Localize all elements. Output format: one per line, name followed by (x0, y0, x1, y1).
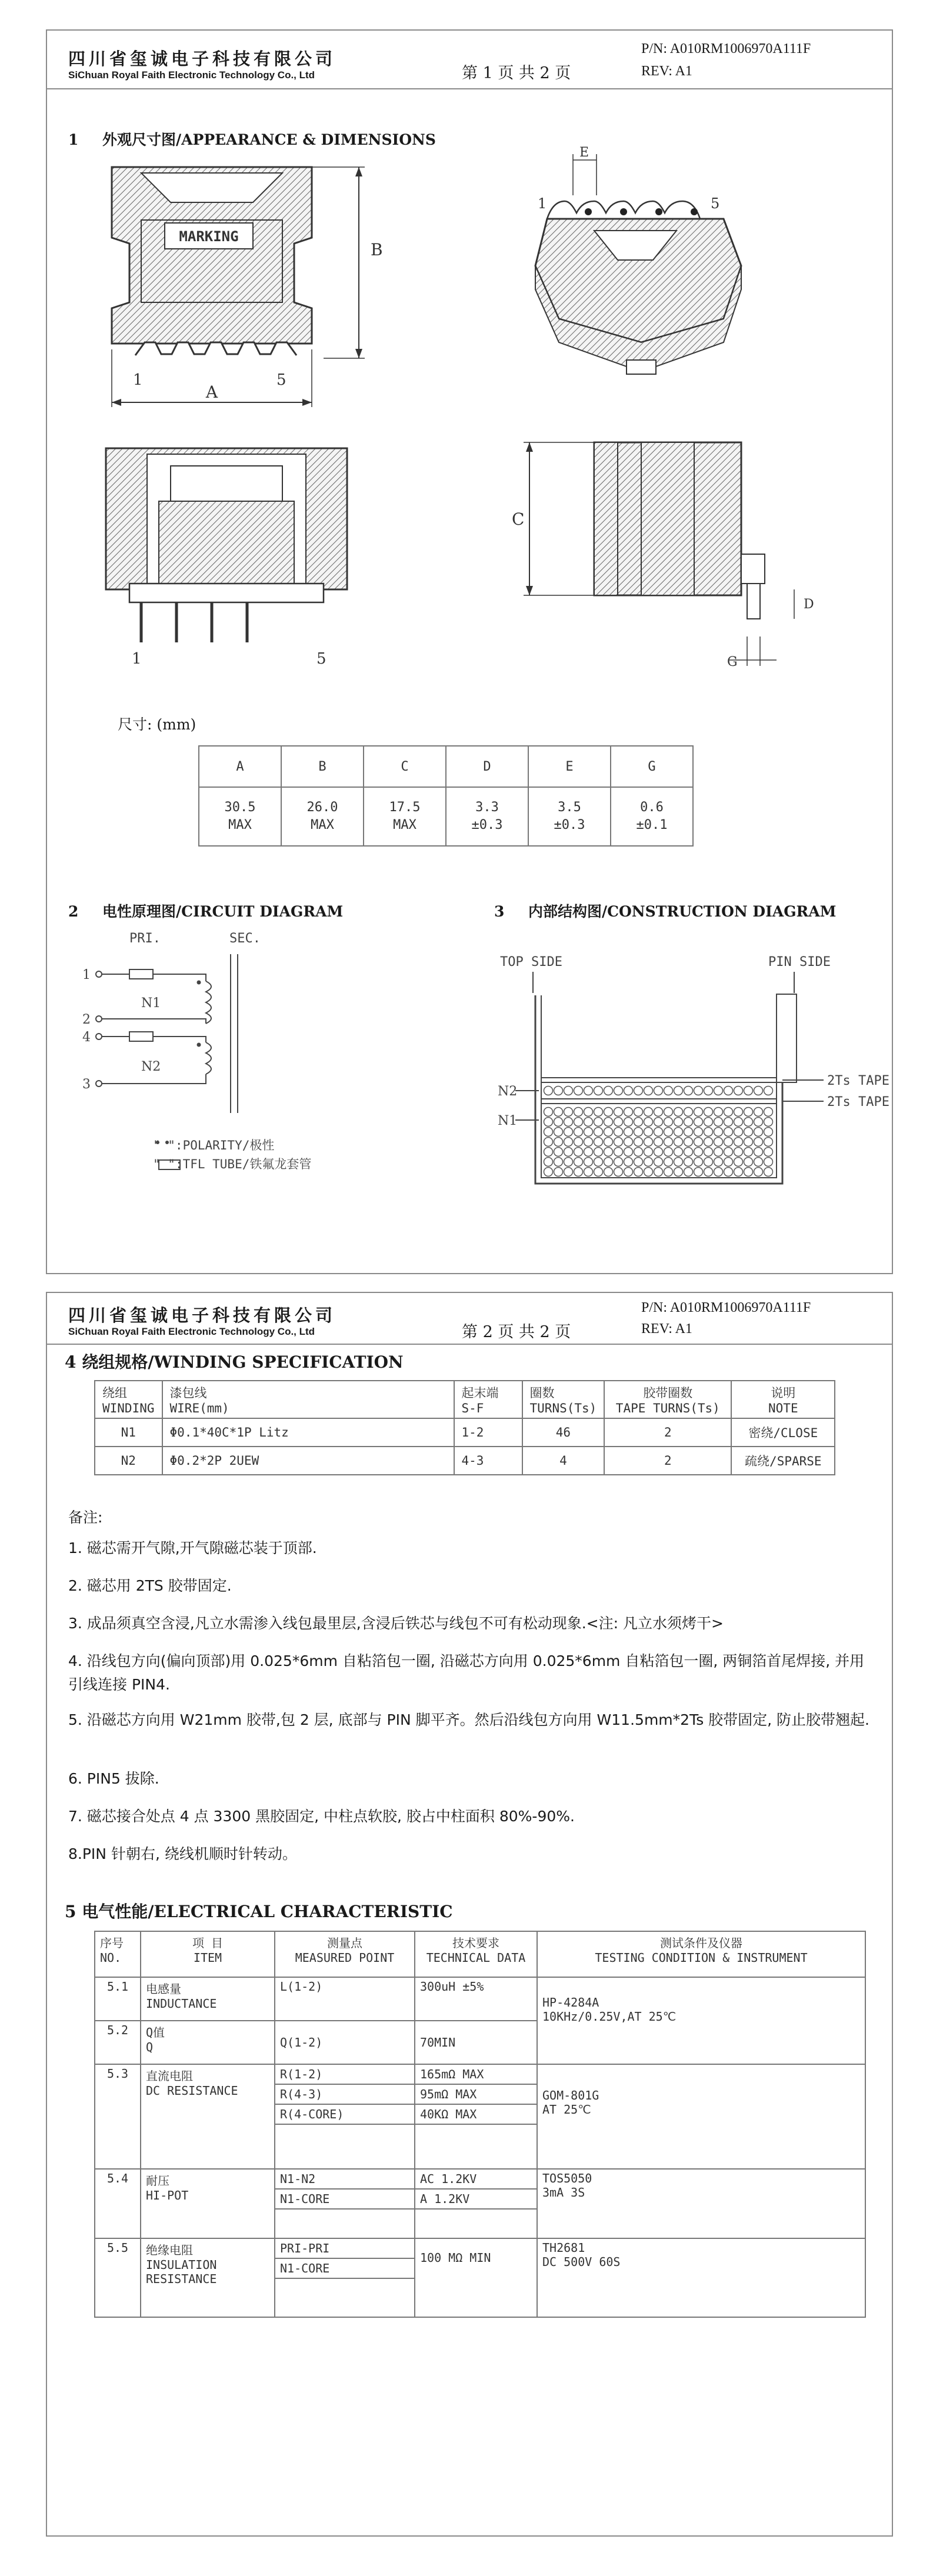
winding-turn (694, 1128, 703, 1137)
section-2-heading: 2 电性原理图/CIRCUIT DIAGRAM (68, 903, 344, 920)
page-number: 第 1 页 共 2 页 (462, 64, 571, 82)
winding-turn (744, 1108, 753, 1117)
pri-label: PRI. (129, 931, 161, 946)
winding-turn (644, 1138, 653, 1147)
winding-turn (674, 1087, 683, 1095)
winding-turn (684, 1128, 693, 1137)
winding-turn (634, 1158, 643, 1167)
winding-turn (614, 1108, 623, 1117)
dim-a-label: A (205, 382, 218, 402)
section-4-heading: 4 绕组规格/WINDING SPECIFICATION (65, 1352, 404, 1372)
winding-turn (704, 1138, 713, 1147)
side-pin-5-label: 5 (316, 650, 326, 668)
winding-turn (734, 1168, 743, 1177)
winding-turn (724, 1138, 733, 1147)
winding-turn (554, 1108, 563, 1117)
table-row: 5.3 直流电阻 DC RESISTANCE R(1-2) R(4-3) R(4-CORE) 165mΩ MAX 95mΩ MAX 40KΩ MAX GOM-801G AT 25℃ (95, 2064, 865, 2169)
winding-turn (604, 1148, 613, 1157)
winding-turn (734, 1148, 743, 1157)
winding-turn (544, 1128, 553, 1137)
tape-label-2: 2Ts TAPE (827, 1095, 889, 1109)
winding-turn (644, 1108, 653, 1117)
page-header (47, 1293, 892, 1345)
winding-turn (694, 1087, 703, 1095)
winding-turn (674, 1158, 683, 1167)
winding-turn (724, 1128, 733, 1137)
dim-value-b: 26.0 MAX (281, 787, 364, 846)
winding-turn (684, 1168, 693, 1177)
winding-turn (644, 1168, 653, 1177)
section-5-heading: 5 电气性能/ELECTRICAL CHARACTERISTIC (65, 1902, 453, 1921)
winding-turn (564, 1138, 573, 1147)
dim-value-e: 3.5 ±0.3 (528, 787, 611, 846)
winding-turn (584, 1087, 593, 1095)
polarity-legend: " ":POLARITY/极性 (153, 1138, 275, 1152)
winding-turn (744, 1158, 753, 1167)
winding-turn (594, 1158, 603, 1167)
dim-e-label: E (579, 145, 589, 160)
winding-turn (664, 1108, 673, 1117)
page-2 (46, 1292, 893, 2537)
winding-turn (694, 1158, 703, 1167)
winding-turn (754, 1168, 763, 1177)
winding-turn (634, 1138, 643, 1147)
winding-turn (554, 1168, 563, 1177)
winding-turn (664, 1118, 673, 1127)
winding-turn (554, 1128, 563, 1137)
winding-turn (754, 1118, 763, 1127)
dim-b-label: B (371, 240, 383, 259)
winding-turn (704, 1148, 713, 1157)
winding-turn (584, 1138, 593, 1147)
winding-table: 绕组 WINDING 漆包线 WIRE(mm) 起末端 S-F 圈数 TURNS(Ts) 胶带圈数 TAPE TURNS(Ts) 说明 NOTE N1 Φ0.1*40C*1P Litz 1-2 46 2 密绕/CLOSE N2 Φ0.2*2P 2UEW 4-3 4 2 疏绕/SPARSE (94, 1380, 835, 1475)
winding-turn (694, 1118, 703, 1127)
end-view-drawing (506, 419, 835, 689)
winding-turn (724, 1108, 733, 1117)
winding-turn (574, 1168, 583, 1177)
winding-turn (744, 1148, 753, 1157)
winding-turn (744, 1118, 753, 1127)
iso-pin-1-label: 1 (538, 195, 547, 212)
winding-turn (554, 1138, 563, 1147)
winding-turn (714, 1108, 723, 1117)
table-row: 5.5 绝缘电阻 INSULATION RESISTANCE PRI-PRI N1-CORE 100 MΩ MIN TH2681 DC 500V 60S (95, 2238, 865, 2317)
winding-turn (714, 1138, 723, 1147)
circuit-diagram (71, 925, 482, 1189)
winding-turn (564, 1118, 573, 1127)
page-header (47, 31, 892, 89)
winding-turn (724, 1168, 733, 1177)
winding-turn (644, 1118, 653, 1127)
note-item: 2. 磁芯用 2TS 胶带固定. (68, 1577, 232, 1594)
winding-turn (604, 1128, 613, 1137)
n1-winding-turns (544, 1108, 773, 1177)
pin-5-label: 5 (276, 371, 286, 389)
dimension-table (198, 745, 694, 847)
winding-turn (654, 1138, 663, 1147)
winding-turn (564, 1168, 573, 1177)
circuit-pin-4: 4 (82, 1030, 91, 1045)
company-name-en: SiChuan Royal Faith Electronic Technology Co., Ltd (68, 69, 315, 81)
winding-turn (574, 1138, 583, 1147)
winding-turn (764, 1108, 773, 1117)
note-item: 6. PIN5 拔除. (68, 1770, 159, 1787)
page-1 (46, 29, 893, 1274)
winding-turn (564, 1158, 573, 1167)
notes-title: 备注: (68, 1509, 103, 1526)
winding-turn (574, 1087, 583, 1095)
winding-turn (684, 1148, 693, 1157)
winding-turn (734, 1158, 743, 1167)
winding-turn (694, 1168, 703, 1177)
winding-turn (734, 1108, 743, 1117)
pin-1-label: 1 (133, 371, 143, 389)
circuit-pin-3: 3 (82, 1077, 91, 1092)
winding-turn (674, 1148, 683, 1157)
winding-turn (584, 1118, 593, 1127)
winding-turn (594, 1108, 603, 1117)
winding-turn (574, 1128, 583, 1137)
winding-turn (764, 1138, 773, 1147)
table-row: 5.4 耐压 HI-POT N1-N2 N1-CORE AC 1.2KV A 1.2KV TOS5050 3mA 3S (95, 2169, 865, 2238)
winding-turn (544, 1158, 553, 1167)
winding-turn (564, 1108, 573, 1117)
note-item: 8.PIN 针朝右, 绕线机顺时针转动。 (68, 1845, 297, 1862)
winding-turn (764, 1168, 773, 1177)
winding-turn (684, 1118, 693, 1127)
dim-value-a: 30.5 MAX (199, 787, 281, 846)
winding-turn (674, 1168, 683, 1177)
page-number: 第 2 页 共 2 页 (462, 1323, 571, 1341)
winding-turn (604, 1108, 613, 1117)
winding-turn (584, 1108, 593, 1117)
section-title: 外观尺寸图/APPEARANCE & DIMENSIONS (102, 131, 436, 148)
note-item: 1. 磁芯需开气隙,开气隙磁芯装于顶部. (68, 1539, 317, 1557)
winding-turn (714, 1128, 723, 1137)
section-1-heading (68, 128, 436, 149)
winding-turn (634, 1148, 643, 1157)
winding-turn (684, 1108, 693, 1117)
winding-turn (734, 1128, 743, 1137)
winding-turn (634, 1128, 643, 1137)
winding-turn (754, 1148, 763, 1157)
winding-turn (604, 1087, 613, 1095)
dim-value-g: 0.6 ±0.1 (611, 787, 693, 846)
winding-turn (544, 1138, 553, 1147)
pin-side-label: PIN SIDE (768, 955, 831, 969)
winding-turn (644, 1148, 653, 1157)
winding-turn (724, 1118, 733, 1127)
winding-turn (744, 1087, 753, 1095)
winding-turn (684, 1158, 693, 1167)
winding-turn (584, 1168, 593, 1177)
winding-turn (614, 1118, 623, 1127)
winding-turn (554, 1118, 563, 1127)
winding-turn (674, 1118, 683, 1127)
winding-turn (694, 1138, 703, 1147)
circuit-pin-2: 2 (82, 1012, 91, 1027)
winding-turn (744, 1168, 753, 1177)
winding-turn (634, 1108, 643, 1117)
winding-turn (624, 1128, 633, 1137)
winding-turn (564, 1087, 573, 1095)
winding-turn (544, 1108, 553, 1117)
winding-turn (614, 1138, 623, 1147)
winding-turn (704, 1087, 713, 1095)
dim-header-e: E (528, 746, 611, 787)
winding-turn (664, 1158, 673, 1167)
winding-turn (604, 1138, 613, 1147)
winding-turn (744, 1128, 753, 1137)
winding-turn (754, 1128, 763, 1137)
winding-turn (544, 1148, 553, 1157)
winding-turn (574, 1158, 583, 1167)
winding-turn (604, 1158, 613, 1167)
winding-turn (764, 1118, 773, 1127)
marking-label: MARKING (179, 228, 239, 245)
sec-label: SEC. (229, 931, 261, 946)
winding-turn (544, 1118, 553, 1127)
winding-turn (694, 1148, 703, 1157)
winding-turn (554, 1087, 563, 1095)
winding-turn (684, 1138, 693, 1147)
winding-turn (654, 1168, 663, 1177)
note-item: 7. 磁芯接合处点 4 点 3300 黑胶固定, 中柱点软胶, 胶占中柱面积 80%-90%. (68, 1808, 575, 1825)
n1-layer-label: N1 (498, 1114, 518, 1128)
winding-turn (644, 1128, 653, 1137)
revision: REV: A1 (641, 1321, 692, 1337)
n2-winding-turns (544, 1087, 773, 1095)
winding-turn (614, 1168, 623, 1177)
dim-header-b: B (281, 746, 364, 787)
n2-layer-label: N2 (498, 1084, 518, 1099)
winding-turn (624, 1118, 633, 1127)
dim-value-d: 3.3 ±0.3 (446, 787, 528, 846)
winding-turn (634, 1118, 643, 1127)
winding-turn (584, 1148, 593, 1157)
dim-header-a: A (199, 746, 281, 787)
winding-turn (704, 1118, 713, 1127)
winding-turn (604, 1118, 613, 1127)
winding-turn (714, 1118, 723, 1127)
dim-d-label: D (804, 597, 814, 612)
winding-turn (654, 1087, 663, 1095)
winding-turn (654, 1108, 663, 1117)
winding-turn (724, 1158, 733, 1167)
winding-turn (734, 1087, 743, 1095)
winding-turn (764, 1128, 773, 1137)
table-row: N2 Φ0.2*2P 2UEW 4-3 4 2 疏绕/SPARSE (95, 1447, 835, 1475)
winding-turn (734, 1118, 743, 1127)
company-name-cn: 四川省玺诚电子科技有限公司 (68, 1305, 336, 1325)
winding-turn (654, 1148, 663, 1157)
winding-turn (764, 1087, 773, 1095)
winding-turn (704, 1108, 713, 1117)
winding-turn (674, 1108, 683, 1117)
dim-value-c: 17.5 MAX (364, 787, 446, 846)
dim-header-c: C (364, 746, 446, 787)
winding-turn (544, 1168, 553, 1177)
winding-turn (634, 1168, 643, 1177)
winding-turn (754, 1158, 763, 1167)
company-name-cn: 四川省玺诚电子科技有限公司 (68, 49, 336, 69)
winding-turn (584, 1158, 593, 1167)
winding-turn (614, 1128, 623, 1137)
construction-diagram (494, 925, 889, 1195)
winding-turn (664, 1087, 673, 1095)
winding-turn (654, 1128, 663, 1137)
circuit-pin-1: 1 (82, 968, 91, 982)
winding-turn (594, 1168, 603, 1177)
winding-turn (554, 1158, 563, 1167)
side-pin-1-label: 1 (132, 650, 142, 668)
winding-turn (544, 1087, 553, 1095)
winding-turn (754, 1087, 763, 1095)
side-view-drawing (100, 431, 406, 666)
winding-turn (594, 1118, 603, 1127)
tfl-legend: " ":TFL TUBE/铁氟龙套管 (153, 1157, 312, 1171)
winding-turn (714, 1087, 723, 1095)
winding-turn (674, 1138, 683, 1147)
top-side-label: TOP SIDE (500, 955, 562, 969)
winding-turn (564, 1128, 573, 1137)
winding-turn (654, 1158, 663, 1167)
winding-turn (564, 1148, 573, 1157)
winding-turn (614, 1148, 623, 1157)
winding-turn (574, 1148, 583, 1157)
winding-turn (734, 1138, 743, 1147)
winding-turn (594, 1128, 603, 1137)
section-3-heading: 3 内部结构图/CONSTRUCTION DIAGRAM (494, 903, 837, 920)
winding-turn (664, 1168, 673, 1177)
company-name-en: SiChuan Royal Faith Electronic Technology Co., Ltd (68, 1326, 315, 1337)
winding-turn (724, 1087, 733, 1095)
winding-turn (754, 1138, 763, 1147)
note-item: 3. 成品须真空含浸,凡立水需渗入线包最里层,含浸后铁芯与线包不可有松动现象.<注: 凡立水须烤干> (68, 1615, 724, 1632)
winding-turn (624, 1087, 633, 1095)
winding-turn (744, 1138, 753, 1147)
front-view-drawing (100, 161, 429, 408)
isometric-view-drawing (524, 142, 771, 395)
revision: REV: A1 (641, 64, 692, 79)
part-number: P/N: A010RM1006970A111F (641, 41, 811, 56)
table-row: 5.1 电感量 INDUCTANCE L(1-2) 300uH ±5% HP-4284A 10KHz/0.25V,AT 25℃ (95, 1977, 865, 2021)
dim-header-g: G (611, 746, 693, 787)
winding-turn (624, 1158, 633, 1167)
winding-turn (664, 1138, 673, 1147)
winding-turn (594, 1087, 603, 1095)
dimension-unit-label: 尺寸: (mm) (118, 716, 196, 733)
n2-label: N2 (141, 1059, 161, 1074)
winding-turn (654, 1118, 663, 1127)
tape-label-1: 2Ts TAPE (827, 1074, 889, 1088)
winding-turn (664, 1128, 673, 1137)
part-number: P/N: A010RM1006970A111F (641, 1300, 811, 1315)
winding-turn (634, 1087, 643, 1095)
winding-turn (614, 1158, 623, 1167)
winding-turn (724, 1148, 733, 1157)
dim-c-label: C (512, 509, 525, 529)
winding-turn (594, 1138, 603, 1147)
iso-pin-5-label: 5 (711, 195, 720, 212)
table-row: 5.2 Q值 Q Q(1-2) 70MIN (95, 2021, 865, 2064)
winding-turn (664, 1148, 673, 1157)
winding-turn (694, 1108, 703, 1117)
winding-turn (704, 1168, 713, 1177)
section-number: 1 (68, 131, 79, 148)
winding-turn (584, 1128, 593, 1137)
winding-turn (704, 1128, 713, 1137)
winding-turn (574, 1118, 583, 1127)
winding-turn (644, 1087, 653, 1095)
winding-turn (624, 1138, 633, 1147)
note-item: 4. 沿线包方向(偏向顶部)用 0.025*6mm 自粘箔包一圈, 沿磁芯方向用 0.025*6mm 自粘箔包一圈, 两铜箔首尾焊接, 并用引线连接 PIN4. (68, 1652, 865, 1693)
winding-turn (684, 1087, 693, 1095)
dim-header-d: D (446, 746, 528, 787)
winding-turn (594, 1148, 603, 1157)
winding-turn (764, 1148, 773, 1157)
winding-turn (644, 1158, 653, 1167)
dim-g-label: G (727, 655, 738, 669)
electrical-table: 序号 NO. 项 目 ITEM 测量点 MEASURED POINT 技术要求 TECHNICAL DATA 测试条件及仪器 TESTING CONDITION & INSTRUMENT 5.1 电感量 INDUCTANCE L(1-2) 300uH ±5% HP-4284A 10KHz/0.25V,AT 25℃ 5.2 Q值 Q Q(1-2) 70MIN 5.3 直流电阻 DC RESISTANCE R(1-2) R(4-3) R(4-CORE) 165mΩ MAX 95mΩ MAX 40KΩ MAX GOM-801G AT 25℃ 5.4 耐压 HI-POT N1-N2 N1-CORE AC 1.2KV A 1.2KV TOS5050 3mA 3S 5.5 绝缘电阻 INSULATION RESISTANCE PRI-PRI N1-CORE 100 MΩ MIN TH2681 DC 500V 60S (94, 1931, 866, 2318)
winding-turn (674, 1128, 683, 1137)
winding-turn (624, 1108, 633, 1117)
winding-turn (624, 1148, 633, 1157)
winding-turn (764, 1158, 773, 1167)
winding-turn (614, 1087, 623, 1095)
winding-turn (704, 1158, 713, 1167)
winding-turn (754, 1108, 763, 1117)
winding-turn (574, 1108, 583, 1117)
winding-turn (554, 1148, 563, 1157)
n1-label: N1 (141, 996, 161, 1011)
winding-turn (714, 1168, 723, 1177)
winding-turn (714, 1148, 723, 1157)
winding-turn (624, 1168, 633, 1177)
note-item: 5. 沿磁芯方向用 W21mm 胶带,包 2 层, 底部与 PIN 脚平齐。然后沿线包方向用 W11.5mm*2Ts 胶带固定, 防止胶带翘起. (68, 1711, 870, 1728)
winding-turn (604, 1168, 613, 1177)
winding-turn (714, 1158, 723, 1167)
table-row: N1 Φ0.1*40C*1P Litz 1-2 46 2 密绕/CLOSE (95, 1418, 835, 1447)
